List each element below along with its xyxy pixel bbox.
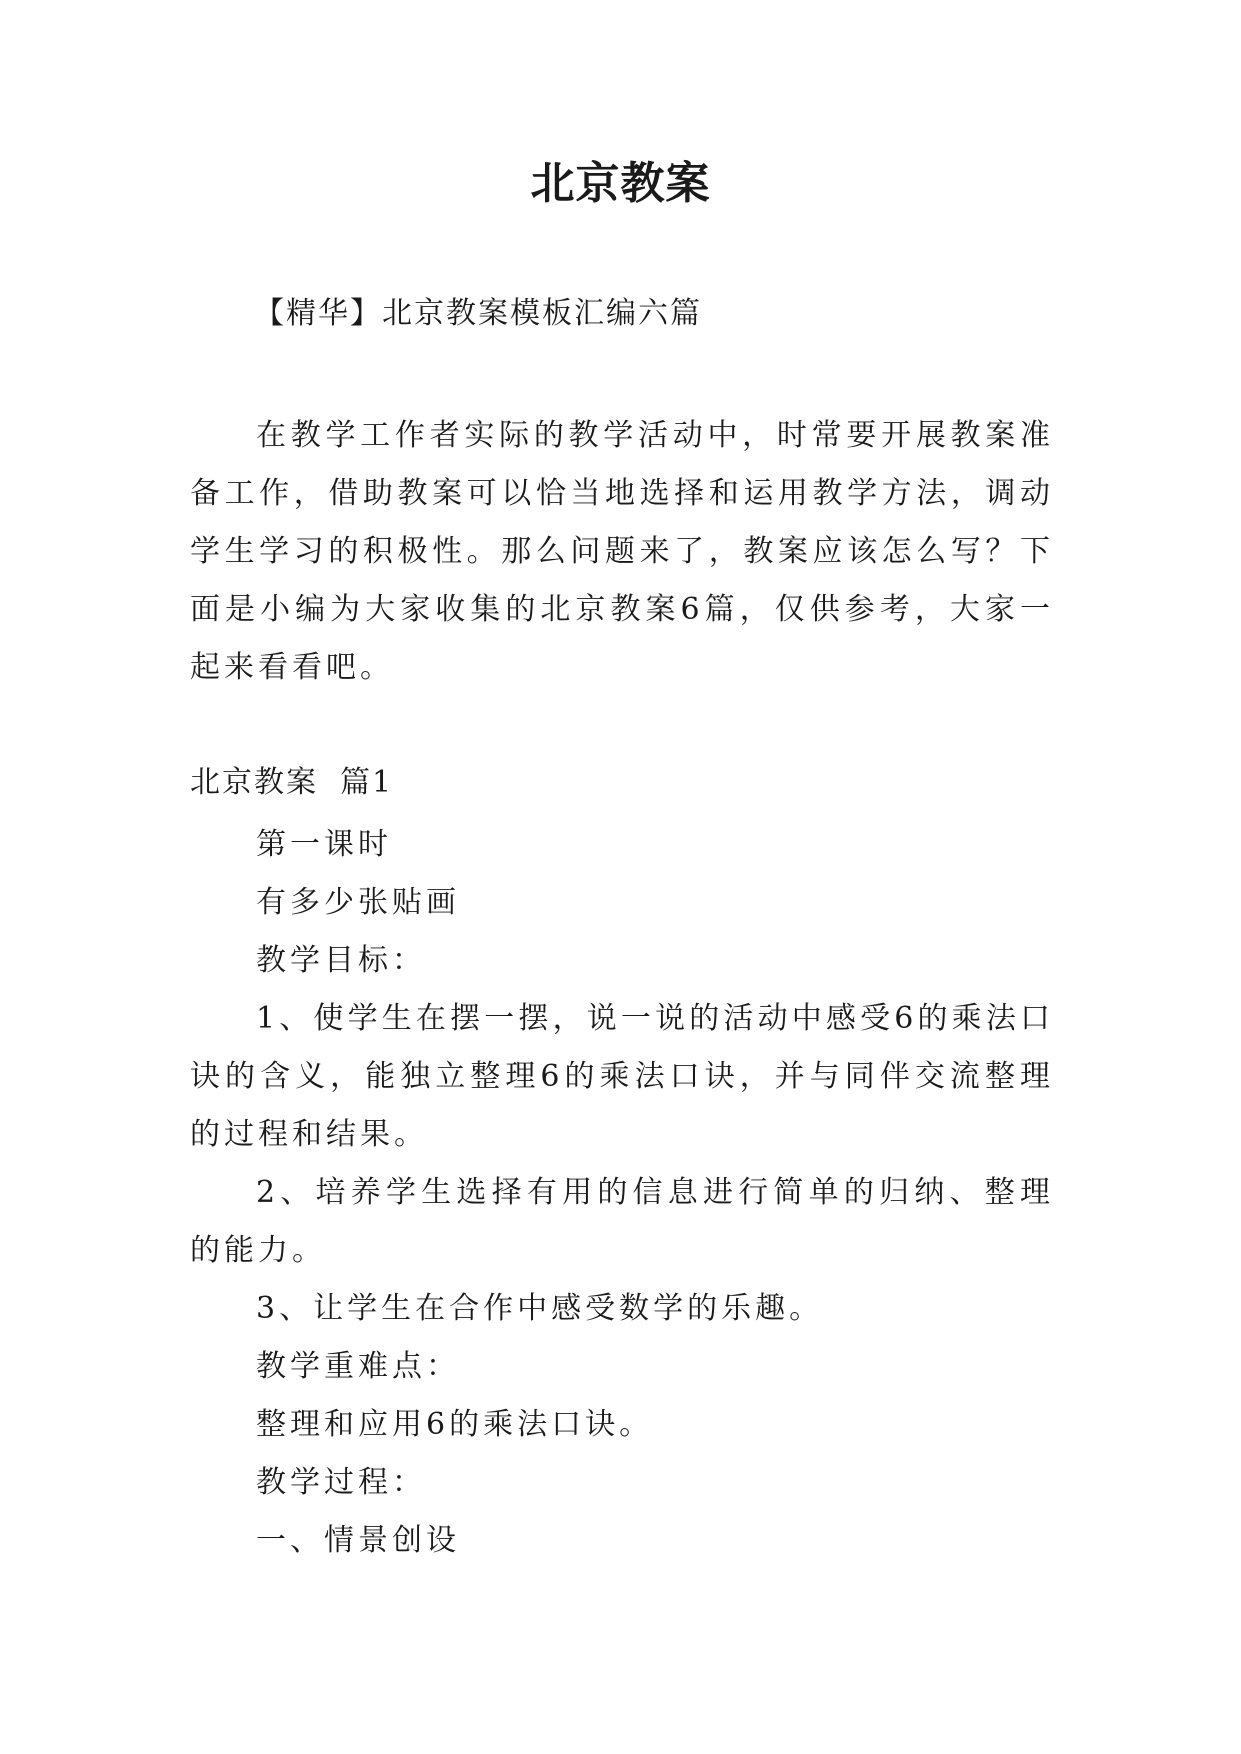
body-line: 1、使学生在摆一摆，说一说的活动中感受6的乘法口诀的含义，能独立整理6的乘法口诀，并与同伴交流整理的过程和结果。 bbox=[190, 1001, 1054, 1152]
body-line: 教学重难点： bbox=[256, 1349, 460, 1384]
section-heading-number: 篇1 bbox=[340, 765, 394, 800]
section-heading-label: 北京教案 bbox=[190, 765, 318, 800]
body-line: 第一课时 bbox=[256, 827, 392, 862]
body-line: 一、情景创设 bbox=[256, 1523, 460, 1558]
body-line: 教学目标： bbox=[256, 943, 426, 978]
document-title: 北京教案 bbox=[530, 158, 711, 209]
document-subtitle: 【精华】北京教案模板汇编六篇 bbox=[254, 296, 702, 331]
body-line: 教学过程： bbox=[256, 1465, 426, 1500]
body-line: 3、让学生在合作中感受数学的乐趣。 bbox=[256, 1291, 824, 1326]
section-heading bbox=[190, 763, 393, 803]
intro-paragraph: 在教学工作者实际的教学活动中，时常要开展教案准备工作，借助教案可以恰当地选择和运用教学方法，调动学生学习的积极性。那么问题来了，教案应该怎么写？下面是小编为大家收集的北京教案6篇，仅供参考，大家一起来看看吧。 bbox=[190, 418, 1054, 685]
body-line: 有多少张贴画 bbox=[256, 885, 460, 920]
body-line: 2、培养学生选择有用的信息进行简单的归纳、整理的能力。 bbox=[190, 1175, 1054, 1268]
section-body bbox=[190, 816, 1054, 1570]
body-line: 整理和应用6的乘法口诀。 bbox=[256, 1407, 654, 1442]
